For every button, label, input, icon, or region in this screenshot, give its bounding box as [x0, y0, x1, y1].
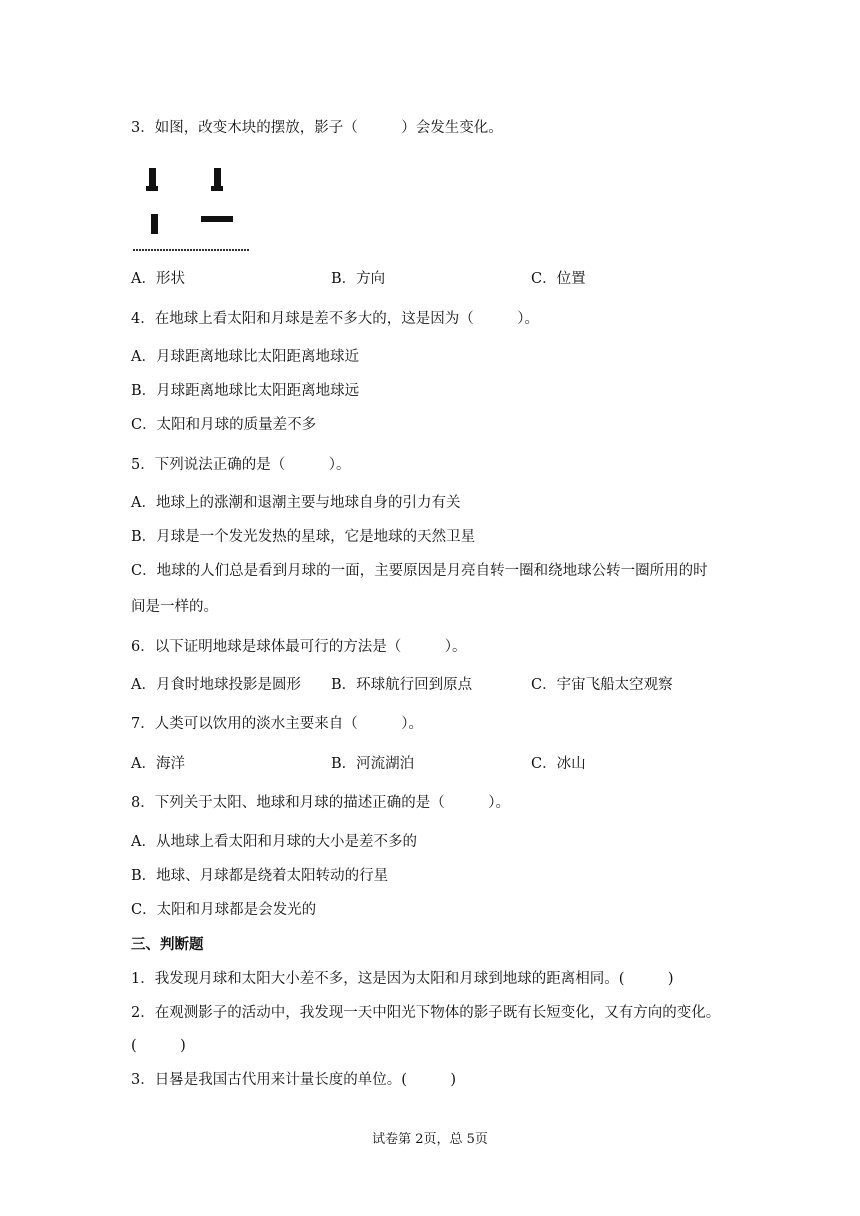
judge-item-1: 1．我发现月球和太阳大小差不多，这是因为太阳和月球到地球的距离相同。( ): [131, 971, 674, 987]
block-lying: [201, 216, 233, 222]
q8-option-b: B．地球、月球都是绕着太阳转动的行星: [131, 868, 389, 884]
q8-option-a: A．从地球上看太阳和月球的大小是差不多的: [131, 834, 417, 850]
q3-option-c: C．位置: [531, 271, 586, 287]
page-footer: 试卷第 2页，总 5页: [372, 1132, 488, 1147]
q6-option-c: C．宇宙飞船太空观察: [531, 677, 673, 693]
q6-stem: 6．以下证明地球是球体最可行的方法是（ ）。: [131, 639, 467, 655]
section-title: 三、判断题: [131, 936, 204, 953]
q6-option-b: B．环球航行回到原点: [331, 677, 473, 693]
q3-stem: 3．如图，改变木块的摆放，影子（ ）会发生变化。: [131, 120, 503, 136]
judge-item-2: 2．在观测影子的活动中，我发现一天中阳光下物体的影子既有长短变化，又有方向的变化。: [131, 1005, 721, 1021]
block-upright-3: [151, 214, 158, 234]
q4-option-c: C．太阳和月球的质量差不多: [131, 417, 317, 433]
q4-option-a: A．月球距离地球比太阳距离地球近: [131, 349, 359, 365]
q5-option-c-cont: 间是一样的。: [131, 599, 218, 615]
q5-option-b: B．月球是一个发光发热的星球，它是地球的天然卫星: [131, 529, 476, 545]
q7-stem: 7．人类可以饮用的淡水主要来自（ ）。: [131, 716, 423, 732]
q3-option-a: A．形状: [131, 271, 185, 287]
judge-item-2-cont: ( ): [131, 1038, 186, 1054]
q6-option-a: A．月食时地球投影是圆形: [131, 677, 301, 693]
q4-option-b: B．月球距离地球比太阳距离地球远: [131, 383, 360, 399]
wood-block-figure: [131, 158, 255, 258]
q7-option-c: C．冰山: [531, 756, 586, 772]
q8-stem: 8．下列关于太阳、地球和月球的描述正确的是（ ）。: [131, 795, 510, 811]
q7-option-a: A．海洋: [131, 756, 185, 772]
q4-stem: 4．在地球上看太阳和月球是差不多大的，这是因为（ ）。: [131, 311, 539, 327]
judge-item-3: 3．日晷是我国古代用来计量长度的单位。( ): [131, 1072, 457, 1088]
q5-stem: 5．下列说法正确的是（ ）。: [131, 457, 351, 473]
q8-option-c: C．太阳和月球都是会发光的: [131, 902, 317, 918]
q5-option-c: C．地球的人们总是看到月球的一面，主要原因是月亮自转一圈和绕地球公转一圈所用的时: [131, 563, 708, 579]
q3-option-b: B．方向: [331, 271, 386, 287]
q5-option-a: A．地球上的涨潮和退潮主要与地球自身的引力有关: [131, 495, 461, 511]
q7-option-b: B．河流湖泊: [331, 756, 415, 772]
